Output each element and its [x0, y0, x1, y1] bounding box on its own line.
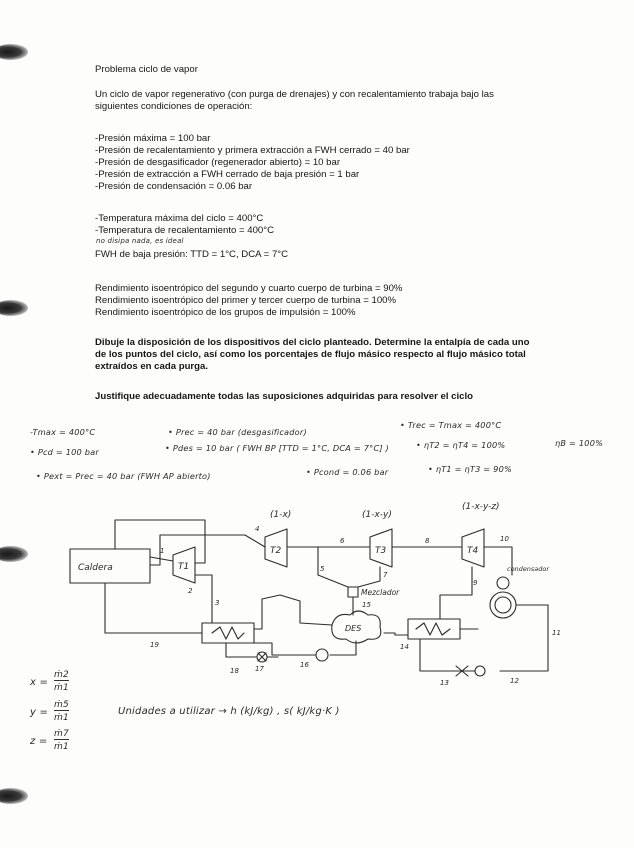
fraction-x-label: x = [30, 677, 49, 688]
intro-text: siguientes condiciones de operación: [95, 101, 253, 112]
hand-note: ηB = 100% [555, 438, 604, 448]
t2-label: T2 [270, 546, 282, 556]
t1-label: T1 [178, 562, 190, 572]
fraction-z-den: ṁ1 [54, 742, 69, 752]
cycle-diagram [0, 495, 634, 695]
problem-title: Problema ciclo de vapor [95, 64, 198, 75]
svg-text:3: 3 [215, 599, 220, 607]
pump-2 [316, 649, 328, 661]
hand-note: • Pext = Prec = 40 bar (FWH AP abierto) [36, 471, 211, 481]
t3-label: T3 [375, 546, 387, 556]
pressure-line: -Presión de extracción a FWH cerrado de baja presión = 1 bar [95, 169, 360, 180]
hand-note: • Pcd = 100 bar [30, 447, 99, 457]
hand-note: • ηT1 = ηT3 = 90% [428, 464, 512, 474]
des-label: DES [345, 624, 362, 633]
punch-hole [0, 788, 28, 804]
hand-note: • Pdes = 10 bar ( FWH BP [TTD = 1°C, DCA = 7°C] ) [165, 443, 389, 453]
fraction-y-label: y = [30, 707, 49, 718]
svg-text:15: 15 [362, 601, 371, 609]
fraction-y-num: ṁ5 [54, 700, 69, 710]
flow-t4-label: (1-x-y-z) [462, 502, 500, 512]
punch-hole [0, 44, 28, 60]
svg-text:1: 1 [160, 547, 165, 555]
hand-note: • Trec = Tmax = 400°C [400, 420, 502, 430]
svg-text:9: 9 [473, 579, 478, 587]
svg-text:11: 11 [552, 629, 561, 637]
svg-text:6: 6 [340, 537, 345, 545]
efficiency-line: Rendimiento isoentrópico del primer y tercer cuerpo de turbina = 100% [95, 295, 397, 306]
handwritten-note: no disipa nada, es ideal [96, 237, 184, 245]
fraction-z-label: z = [30, 736, 48, 747]
svg-text:17: 17 [255, 665, 264, 673]
task-text: de los puntos del ciclo, así como los porcentajes de flujo másico respecto al flujo másico total [95, 349, 526, 360]
justify-text: Justifique adecuadamente todas las suposiciones adquiridas para resolver el ciclo [95, 391, 474, 402]
hand-note: • Prec = 40 bar (desgasificador) [168, 427, 307, 437]
condensador-label: condensador [507, 565, 550, 573]
svg-text:12: 12 [510, 677, 519, 685]
svg-text:14: 14 [400, 643, 409, 651]
svg-text:7: 7 [383, 571, 388, 579]
temperature-line: -Temperatura de recalentamiento = 400°C [95, 225, 275, 236]
svg-text:4: 4 [255, 525, 260, 533]
efficiency-line: Rendimiento isoentrópico de los grupos de impulsión = 100% [95, 307, 356, 318]
t4-label: T4 [467, 546, 479, 556]
fwh-line: FWH de baja presión: TTD = 1°C, DCA = 7°C [95, 249, 289, 260]
boiler-label: Caldera [78, 563, 113, 573]
svg-text:8: 8 [425, 537, 430, 545]
task-text: Dibuje la disposición de los dispositivos del ciclo planteado. Determine la entalpía de cada uno [95, 337, 530, 348]
pump-1 [475, 666, 485, 676]
mezclador-label: Mezclador [361, 588, 400, 597]
fraction-y-den: ṁ1 [54, 713, 69, 723]
fwh-high-pressure [202, 623, 254, 643]
task-text: extraídos en cada purga. [95, 361, 209, 372]
units-note: Unidades a utilizar → h (kJ/kg) , s( kJ/kg·K ) [118, 706, 340, 717]
fraction-x-den: ṁ1 [54, 683, 69, 693]
efficiency-line: Rendimiento isoentrópico del segundo y cuarto cuerpo de turbina = 90% [95, 283, 403, 294]
fraction-x-num: ṁ2 [54, 670, 69, 680]
svg-text:13: 13 [440, 679, 449, 687]
pressure-line: -Presión máxima = 100 bar [95, 133, 211, 144]
punch-hole [0, 300, 28, 316]
pressure-line: -Presión de condensación = 0.06 bar [95, 181, 253, 192]
temperature-line: -Temperatura máxima del ciclo = 400°C [95, 213, 264, 224]
pressure-line: -Presión de desgasificador (regenerador abierto) = 10 bar [95, 157, 341, 168]
hand-note: • ηT2 = ηT4 = 100% [416, 440, 506, 450]
pressure-line: -Presión de recalentamiento y primera extracción a FWH cerrado = 40 bar [95, 145, 410, 156]
flow-t2-label: (1-x) [270, 510, 292, 520]
flow-t3-label: (1-x-y) [362, 510, 392, 520]
fraction-z-num: ṁ7 [54, 729, 69, 739]
intro-text: Un ciclo de vapor regenerativo (con purga de drenajes) y con recalentamiento trabaja bajo las [95, 89, 494, 100]
hand-note: -Tmax = 400°C [30, 427, 96, 437]
condenser-coil [490, 592, 516, 618]
svg-text:18: 18 [230, 667, 239, 675]
svg-text:2: 2 [188, 587, 193, 595]
svg-text:10: 10 [500, 535, 509, 543]
svg-text:16: 16 [300, 661, 309, 669]
hand-note: • Pcond = 0.06 bar [306, 467, 389, 477]
svg-text:5: 5 [320, 565, 325, 573]
svg-text:19: 19 [150, 641, 159, 649]
